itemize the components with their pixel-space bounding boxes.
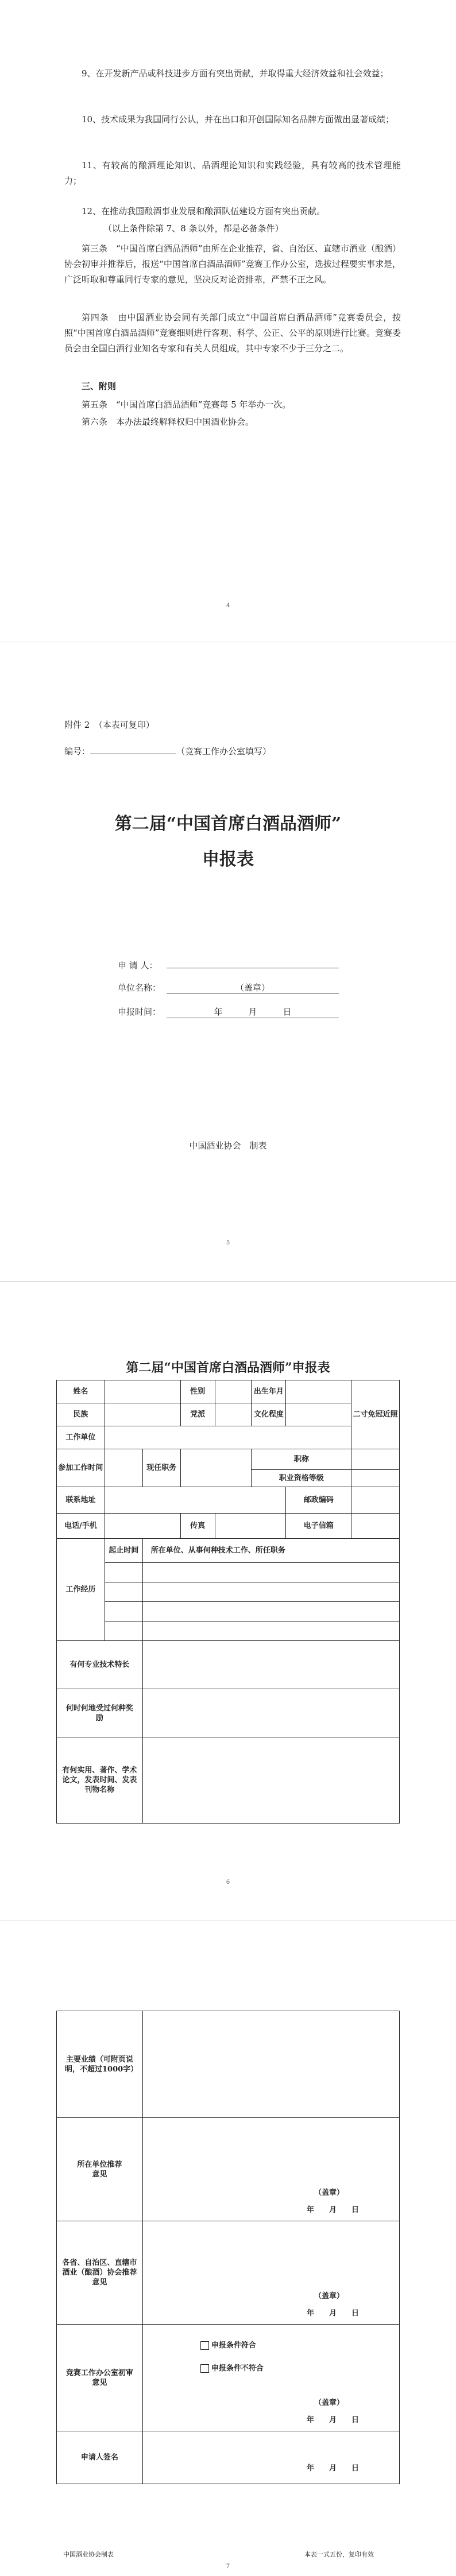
issuer-line: 中国酒业协会 制表 (189, 1140, 267, 1151)
office-review-cell[interactable] (142, 2325, 399, 2431)
label-fax: 传真 (180, 1514, 215, 1539)
field-line: （盖章） (167, 981, 339, 994)
page-2 (0, 643, 456, 1280)
label-postcode: 邮政编码 (286, 1487, 351, 1514)
label-awards: 何时何地受过何种奖励 (57, 1689, 143, 1737)
label-join-date: 参加工作时间 (57, 1449, 105, 1487)
conditions-note: （以上条件除第 7、8 条以外，都是必备条件） (103, 223, 284, 234)
opinions-table (56, 2011, 400, 2484)
career-period-cell[interactable] (105, 1563, 142, 1582)
application-form-table (56, 1380, 400, 1824)
label-gender: 性别 (180, 1380, 215, 1403)
input-work-unit[interactable] (105, 1426, 351, 1449)
input-achievements[interactable] (142, 2011, 399, 2118)
label-period: 起止时间 (105, 1539, 142, 1563)
page-4 (0, 1922, 456, 2576)
date-line: 年 月 日 (306, 2206, 359, 2214)
assoc-opinion-cell[interactable] (142, 2221, 399, 2325)
label-current-post: 现任职务 (142, 1449, 180, 1487)
input-phone[interactable] (105, 1514, 180, 1539)
footer-right: 本表一式五份，复印有效 (304, 2551, 374, 2558)
article-6: 第六条 本办法最终解释权归中国酒业协会。 (82, 417, 254, 427)
seal-note: （盖章） (314, 2399, 344, 2407)
input-birth[interactable] (286, 1380, 351, 1403)
input-specialty[interactable] (142, 1641, 399, 1689)
seal-note: （盖章） (314, 2189, 344, 2197)
input-join-date[interactable] (105, 1449, 142, 1487)
label-birth: 出生年月 (252, 1380, 286, 1403)
number-row (64, 743, 386, 759)
label-achievements: 主要业绩（可附页说明，不超过1000字） (57, 2011, 143, 2118)
label-signature: 申请人签名 (57, 2431, 143, 2484)
label-assoc-opinion: 各省、自治区、直辖市酒业（酿酒）协会推荐意见 (57, 2221, 143, 2325)
date-line: 年 月 日 (306, 2464, 359, 2473)
career-detail-cell[interactable] (142, 1563, 399, 1582)
career-detail-cell[interactable] (142, 1602, 399, 1621)
career-detail-cell[interactable] (142, 1621, 399, 1641)
label-qual-level: 职业资格等级 (252, 1470, 351, 1487)
input-works[interactable] (142, 1737, 399, 1824)
career-period-cell[interactable] (105, 1582, 142, 1602)
career-header: 所在单位、从事何种技术工作、所任职务 (142, 1539, 399, 1563)
photo-box[interactable]: 二寸免冠近照 (351, 1380, 400, 1449)
attachment-label: 附件 2 （本表可复印） (64, 720, 154, 730)
number-blank (90, 743, 176, 754)
rule-item-12: 12、在推动我国酿酒事业发展和酿酒队伍建设方面有突出贡献。 (82, 206, 326, 216)
input-ethnic[interactable] (105, 1403, 180, 1426)
checkbox-icon[interactable] (200, 2341, 209, 2350)
signature-cell[interactable] (142, 2431, 399, 2484)
label-title: 职称 (252, 1449, 351, 1470)
date-line: 年 月 日 (306, 2309, 359, 2318)
rule-item-11: 11、有较高的酿酒理论知识、品酒理论知识和实践经验，具有较高的技术管理能力； (64, 160, 401, 186)
option-label: 申报条件符合 (211, 2341, 256, 2350)
cover-field-date (118, 1006, 365, 1018)
footer-left: 中国酒业协会制表 (63, 2551, 114, 2558)
page-number: 6 (226, 1879, 230, 1886)
label-name: 姓名 (57, 1380, 105, 1403)
cover-field-unit (118, 981, 365, 994)
cover-field-applicant (118, 957, 365, 971)
label-party: 党派 (180, 1403, 215, 1426)
article-3: 第三条 “中国首席白酒品酒师”由所在企业推荐，省、自治区、直辖市酒业（酿酒）协会初审并推荐后，报送“中国首席白酒品酒师”竞赛工作办公室，选拔过程要实事求是，广泛听取和尊重同行专家的意见，坚决反对论资排辈，严禁不正之风。 (64, 243, 401, 285)
cover-title: 第二届“中国首席白酒品酒师” (114, 814, 342, 834)
cover-subtitle: 申报表 (202, 849, 254, 870)
field-label: 申 请 人： (118, 960, 158, 971)
career-detail-cell[interactable] (142, 1582, 399, 1602)
input-education[interactable] (286, 1403, 351, 1426)
career-period-cell[interactable] (105, 1621, 142, 1641)
input-fax[interactable] (215, 1514, 286, 1539)
label-specialty: 有何专业技术特长 (57, 1641, 143, 1689)
page-number: 5 (226, 1240, 230, 1246)
field-line: 年 月 日 (167, 1006, 339, 1018)
form-title: 第二届“中国首席白酒品酒师”申报表 (126, 1360, 330, 1375)
field-label: 单位名称： (118, 983, 161, 993)
article-4: 第四条 由中国酒业协会同有关部门成立“中国首席白酒品酒师”竞赛委员会，按照“中国首席白酒品酒师”竞赛细则进行客观、科学、公正、公平的原则进行比赛。竞赛委员会由全国白酒行业知名专家和有关人员组成，其中专家不少于三分之二。 (64, 312, 401, 354)
unit-opinion-cell[interactable] (142, 2118, 399, 2221)
page-divider (0, 1281, 456, 1282)
label-phone: 电话/手机 (57, 1514, 105, 1539)
input-name[interactable] (105, 1380, 180, 1403)
option-label: 申报条件不符合 (211, 2364, 264, 2373)
field-label: 申报时间： (118, 1007, 161, 1017)
rule-item-9: 9、在开发新产品或科技进步方面有突出贡献，并取得重大经济效益和社会效益； (82, 68, 389, 79)
label-address: 联系地址 (57, 1487, 105, 1514)
seal-note: （盖章） (314, 2292, 344, 2300)
input-current-post[interactable] (180, 1449, 252, 1487)
input-address[interactable] (105, 1487, 285, 1514)
label-ethnic: 民族 (57, 1403, 105, 1426)
label-career: 工作经历 (57, 1539, 105, 1641)
section-heading-appendix: 三、附则 (82, 381, 117, 391)
label-office-review: 竞赛工作办公室初审意见 (57, 2325, 143, 2431)
checkbox-icon[interactable] (200, 2364, 209, 2373)
label-email: 电子信箱 (286, 1514, 351, 1539)
input-party[interactable] (215, 1403, 252, 1426)
page-1 (0, 0, 456, 637)
option-conditions-not-met[interactable] (200, 2364, 264, 2373)
input-gender[interactable] (215, 1380, 252, 1403)
label-education: 文化程度 (252, 1403, 286, 1426)
number-note: （竞赛工作办公室填写） (176, 746, 272, 756)
rule-item-10: 10、技术成果为我国同行公认，并在出口和开创国际知名品牌方面做出显著成绩； (82, 114, 395, 125)
option-conditions-met[interactable] (200, 2341, 256, 2350)
date-line: 年 月 日 (306, 2416, 359, 2424)
input-title[interactable] (351, 1449, 400, 1470)
input-awards[interactable] (142, 1689, 399, 1737)
page-number: 7 (226, 2563, 230, 2570)
page-number: 4 (226, 603, 230, 609)
input-qual-level[interactable] (351, 1470, 400, 1487)
page-3 (0, 1282, 456, 1919)
number-label: 编号： (64, 746, 91, 756)
label-works: 有何实用、著作、学术论文，发表时间、发表刊物名称 (57, 1737, 143, 1824)
article-5: 第五条 “中国首席白酒品酒师”竞赛每 5 年举办一次。 (82, 399, 291, 410)
field-line (167, 957, 339, 968)
input-postcode[interactable] (351, 1487, 400, 1514)
input-email[interactable] (351, 1514, 400, 1539)
label-unit-opinion: 所在单位推荐意见 (57, 2118, 143, 2221)
career-period-cell[interactable] (105, 1602, 142, 1621)
label-work-unit: 工作单位 (57, 1426, 105, 1449)
